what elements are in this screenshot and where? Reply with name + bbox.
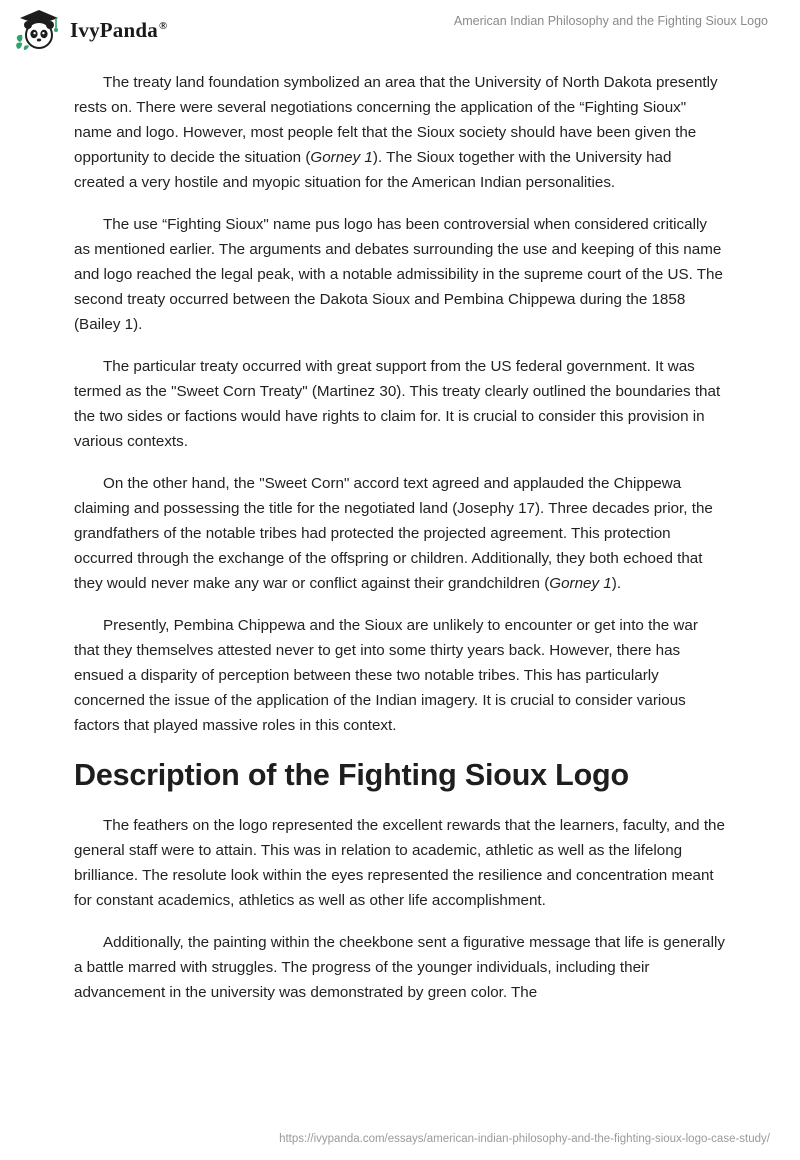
paragraph: The feathers on the logo represented the excellent rewards that the learners, faculty, and the general staff were to attain. This was in relation to academic, athletic as well as the lifelong brilliance. The resolute look within the eyes represented the resilience and concentration meant for constant academics, athletics as well as other life accomplishment. [74,817,725,909]
paragraph: The treaty land foundation symbolized an area that the University of North Dakota presently rests on. There were several negotiations concerning the application of the “Fighting Sioux" name and logo. However, most people felt that the Sioux society should have been given the opportunity to decide the situation (Gorney 1). The Sioux together with the University had created a very hostile and myopic situation for the American Indian personalities. [74,74,718,191]
ivypanda-logo[interactable] [14,8,167,52]
paragraph: The use “Fighting Sioux" name pus logo has been controversial when considered critically as mentioned earlier. The arguments and debates surrounding the use and keeping of this name and logo reached the legal peak, with a notable admissibility in the supreme court of the US. The second treaty occurred between the Dakota Sioux and Pembina Chippewa during the 1858 (Bailey 1). [74,216,723,333]
paragraph: Presently, Pembina Chippewa and the Sioux are unlikely to encounter or get into the war that they themselves attested never to get into some thirty years back. However, there has ensued a disparity of perception between these two notable tribes. This has particularly concerned the issue of the application of the Indian imagery. It is crucial to consider various factors that played massive roles in this context. [74,617,698,734]
paragraph: Additionally, the painting within the cheekbone sent a figurative message that life is generally a battle marred with struggles. The progress of the younger individuals, including their advancement in the university was demonstrated by green color. The [74,934,725,1001]
section-heading: Description of the Fighting Sioux Logo [74,758,629,792]
paragraph: On the other hand, the "Sweet Corn" accord text agreed and applauded the Chippewa claiming and possessing the title for the negotiated land (Josephy 17). Three decades prior, the grandfathers of the notable tribes had protected the projected agreement. This protection occurred through the exchange of the offspring or children. Additionally, they both echoed that they would never make any war or conflict against their grandchildren (Gorney 1). [74,475,713,592]
article-body [74,70,726,1022]
source-url[interactable]: https://ivypanda.com/essays/american-indian-philosophy-and-the-fighting-sioux-logo-case-study/ [279,1133,770,1145]
document-title: American Indian Philosophy and the Fighting Sioux Logo [453,14,768,28]
paragraph: The particular treaty occurred with great support from the US federal government. It was termed as the "Sweet Corn Treaty" (Martinez 30). This treaty clearly outlined the boundaries that the two sides or factions would have rights to claim for. It is crucial to consider this provision in various contexts. [74,358,721,450]
panda-mascot-icon [14,8,64,52]
brand-name: IvyPanda® [70,17,168,42]
page-header [0,0,800,60]
